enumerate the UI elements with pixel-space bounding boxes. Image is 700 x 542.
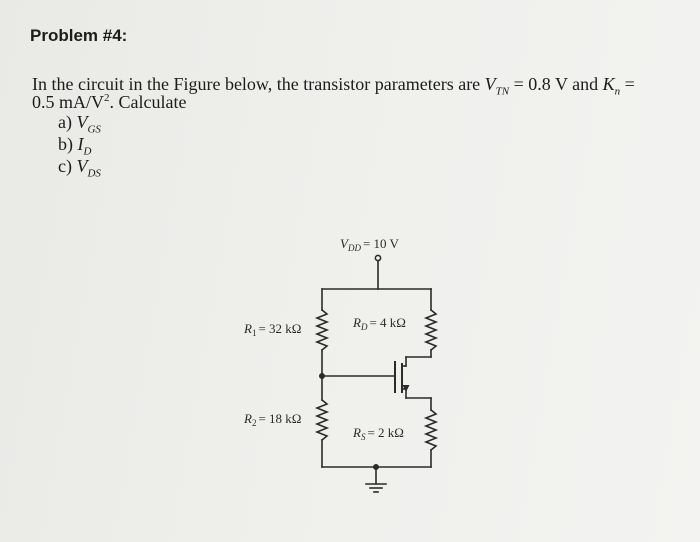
rd-resistor: [426, 310, 436, 350]
vdd-label: $V_{DD} = 10$ V: [340, 236, 399, 253]
part-b-label: b): [58, 134, 73, 154]
part-b-symbol: I: [77, 134, 84, 154]
rs-resistor: [426, 410, 436, 450]
part-b-subscript: D: [83, 145, 92, 158]
vdd-terminal: [375, 255, 380, 260]
calculate-text: . Calculate: [109, 92, 187, 112]
part-c-label: c): [58, 156, 72, 176]
r1-label: $R_1 = 32$ kΩ: [244, 321, 302, 338]
kn-symbol: K: [602, 74, 615, 94]
kn-equals: =: [624, 74, 635, 94]
kn-value: 0.5 mA/V: [32, 92, 104, 112]
kn-subscript: n: [614, 85, 621, 98]
r2-label: $R_2 = 18$ kΩ: [244, 411, 302, 428]
kn-exponent: 2: [104, 92, 110, 104]
rs-label: $R_S = 2$ kΩ: [353, 425, 404, 442]
part-c-subscript: DS: [87, 167, 101, 180]
problem-heading: Problem #4:: [30, 26, 128, 45]
intro-text: In the circuit in the Figure below, the transistor parameters are: [32, 74, 481, 94]
part-a-symbol: V: [76, 112, 88, 132]
vtn-value: = 0.8 V and: [513, 74, 599, 94]
vtn-symbol: V: [484, 74, 496, 94]
part-a-label: a): [58, 112, 72, 132]
r2-resistor: [317, 400, 327, 440]
r1-resistor: [317, 310, 327, 350]
rd-label: $R_D = 4$ kΩ: [353, 315, 406, 332]
vtn-subscript: TN: [495, 85, 510, 98]
part-a-subscript: GS: [87, 123, 101, 136]
part-c-symbol: V: [76, 156, 88, 176]
